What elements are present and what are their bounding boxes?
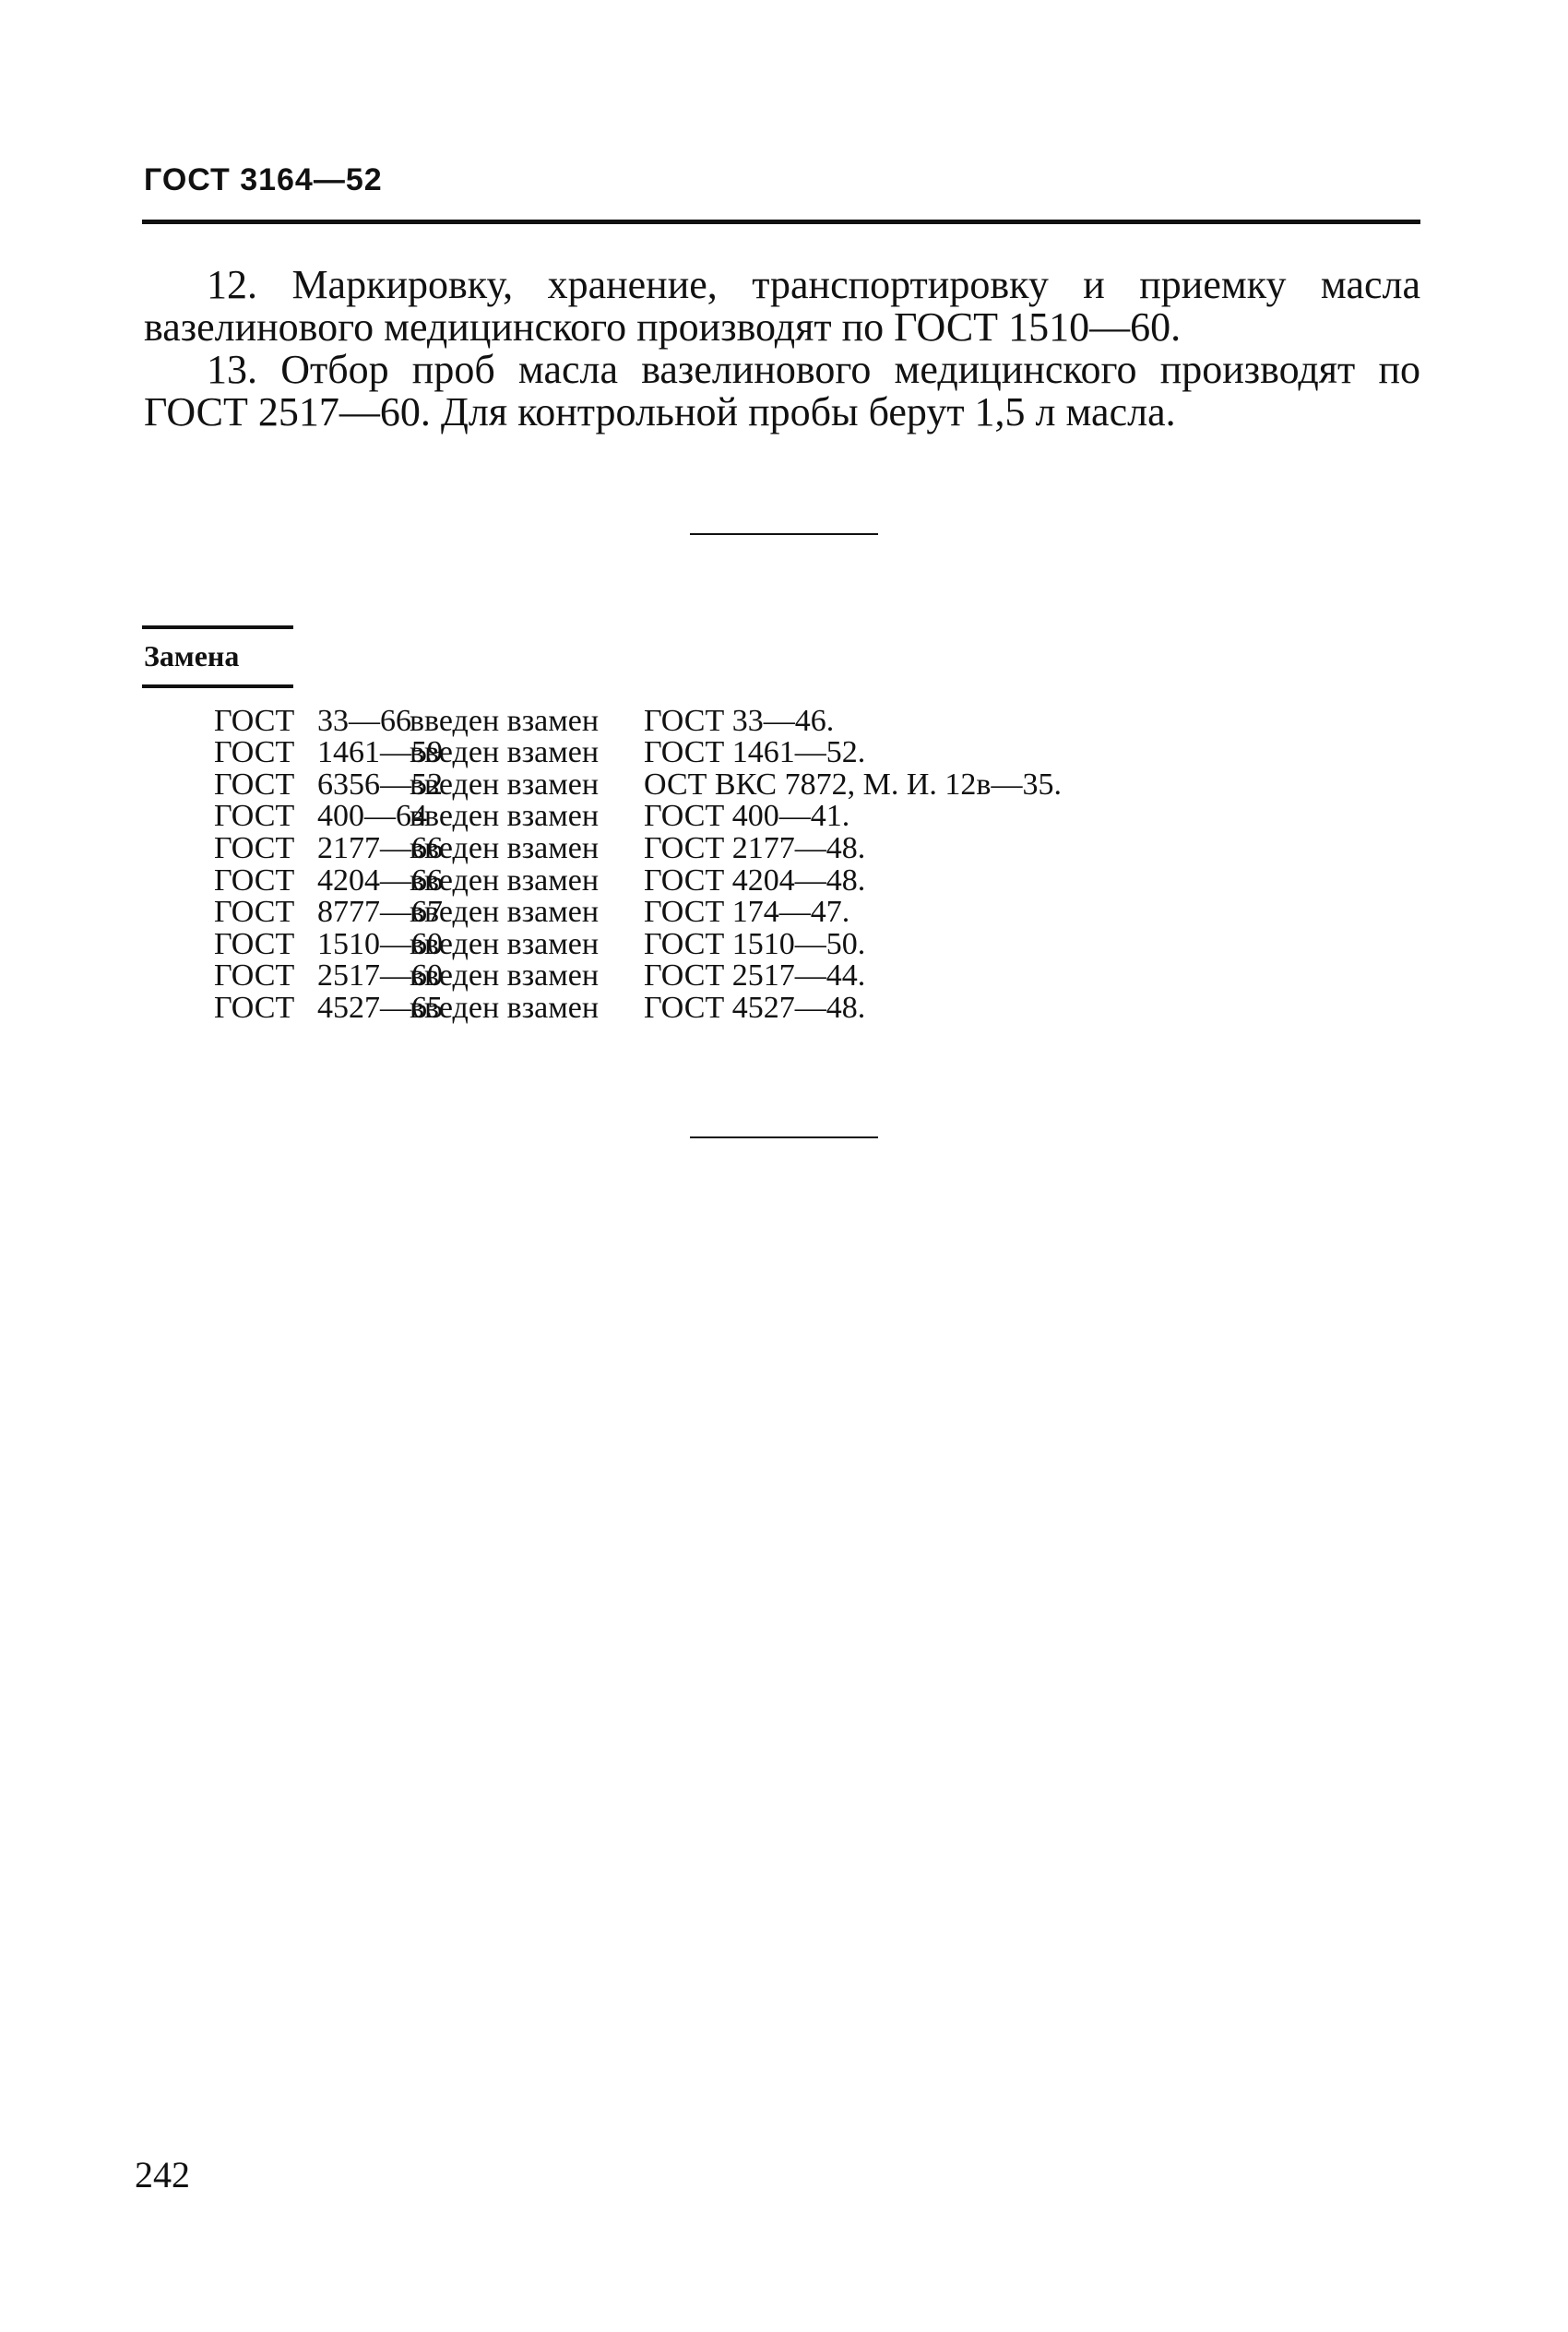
paragraph-13 <box>144 349 1420 434</box>
replacement-title-rule-top <box>142 625 293 629</box>
replacement-new-number: 8777—67 <box>317 895 443 930</box>
replacement-old-standard: ГОСТ 33—46. <box>644 703 835 738</box>
replacement-phrase: введен взамен <box>410 895 600 930</box>
section-divider <box>690 533 878 535</box>
replacement-phrase: введен взамен <box>410 735 600 770</box>
paragraph-number: 13. <box>207 347 257 392</box>
replacement-row <box>214 768 1062 801</box>
replacement-old-standard: ГОСТ 2177—48. <box>644 830 866 865</box>
replacement-phrase: введен взамен <box>410 703 600 738</box>
replacement-new-number: 33—66 <box>317 703 411 738</box>
replacement-old-standard: ГОСТ 400—41. <box>644 799 850 834</box>
replacement-row <box>214 705 1062 737</box>
replacement-row <box>214 992 1062 1024</box>
end-divider <box>690 1136 878 1138</box>
replacement-row <box>214 897 1062 929</box>
replacement-row <box>214 864 1062 897</box>
replacement-new-number: 400—64 <box>317 799 427 834</box>
replacement-old-standard: ГОСТ 1461—52. <box>644 735 866 770</box>
replacement-phrase: введен взамен <box>410 958 600 993</box>
replacement-new-number: 2517—60 <box>317 958 443 993</box>
replacement-gost-label: ГОСТ <box>214 735 295 770</box>
replacement-new-number: 1461—59 <box>317 735 443 770</box>
replacement-gost-label: ГОСТ <box>214 926 295 961</box>
replacement-row <box>214 928 1062 960</box>
paragraph-12 <box>144 264 1420 349</box>
replacement-list <box>214 705 1062 1024</box>
replacement-gost-label: ГОСТ <box>214 799 295 834</box>
replacement-phrase: введен взамен <box>410 830 600 865</box>
replacement-old-standard: ГОСТ 4204—48. <box>644 863 866 898</box>
replacement-row <box>214 801 1062 833</box>
replacement-new-number: 4527—65 <box>317 990 443 1025</box>
replacement-new-number: 6356—52 <box>317 767 443 802</box>
replacement-phrase: введен взамен <box>410 799 600 834</box>
paragraph-number: 12. <box>207 262 257 307</box>
replacement-title: Замена <box>144 639 240 672</box>
replacement-phrase: введен взамен <box>410 926 600 961</box>
replacement-phrase: введен взамен <box>410 990 600 1025</box>
replacement-gost-label: ГОСТ <box>214 990 295 1025</box>
replacement-row <box>214 832 1062 864</box>
replacement-phrase: введен взамен <box>410 863 600 898</box>
replacement-gost-label: ГОСТ <box>214 767 295 802</box>
paragraph-text: Маркировку, хранение, транспортировку и приемку масла вазелинового медицинского производят по ГОСТ 1510—60. <box>144 262 1421 350</box>
replacement-new-number: 4204—66 <box>317 863 443 898</box>
replacement-gost-label: ГОСТ <box>214 958 295 993</box>
replacement-gost-label: ГОСТ <box>214 895 295 930</box>
replacement-title-rule-bottom <box>142 684 293 688</box>
document-header: ГОСТ 3164—52 <box>144 162 383 197</box>
page-number: 242 <box>135 2154 190 2195</box>
replacement-old-standard: ГОСТ 4527—48. <box>644 990 866 1025</box>
replacement-old-standard: ГОСТ 2517—44. <box>644 958 866 993</box>
replacement-gost-label: ГОСТ <box>214 703 295 738</box>
replacement-old-standard: ГОСТ 1510—50. <box>644 926 866 961</box>
replacement-gost-label: ГОСТ <box>214 830 295 865</box>
paragraph-text: Отбор проб масла вазелинового медицинского производят по ГОСТ 2517—60. Для контрольной пробы берут 1,5 л масла. <box>144 347 1420 434</box>
replacement-row <box>214 960 1062 993</box>
replacement-gost-label: ГОСТ <box>214 863 295 898</box>
replacement-new-number: 2177—66 <box>317 830 443 865</box>
replacement-row <box>214 737 1062 769</box>
replacement-old-standard: ГОСТ 174—47. <box>644 895 850 930</box>
replacement-old-standard: ОСТ ВКС 7872, М. И. 12в—35. <box>644 767 1062 802</box>
replacement-phrase: введен взамен <box>410 767 600 802</box>
replacement-new-number: 1510—60 <box>317 926 443 961</box>
header-rule <box>142 220 1420 224</box>
